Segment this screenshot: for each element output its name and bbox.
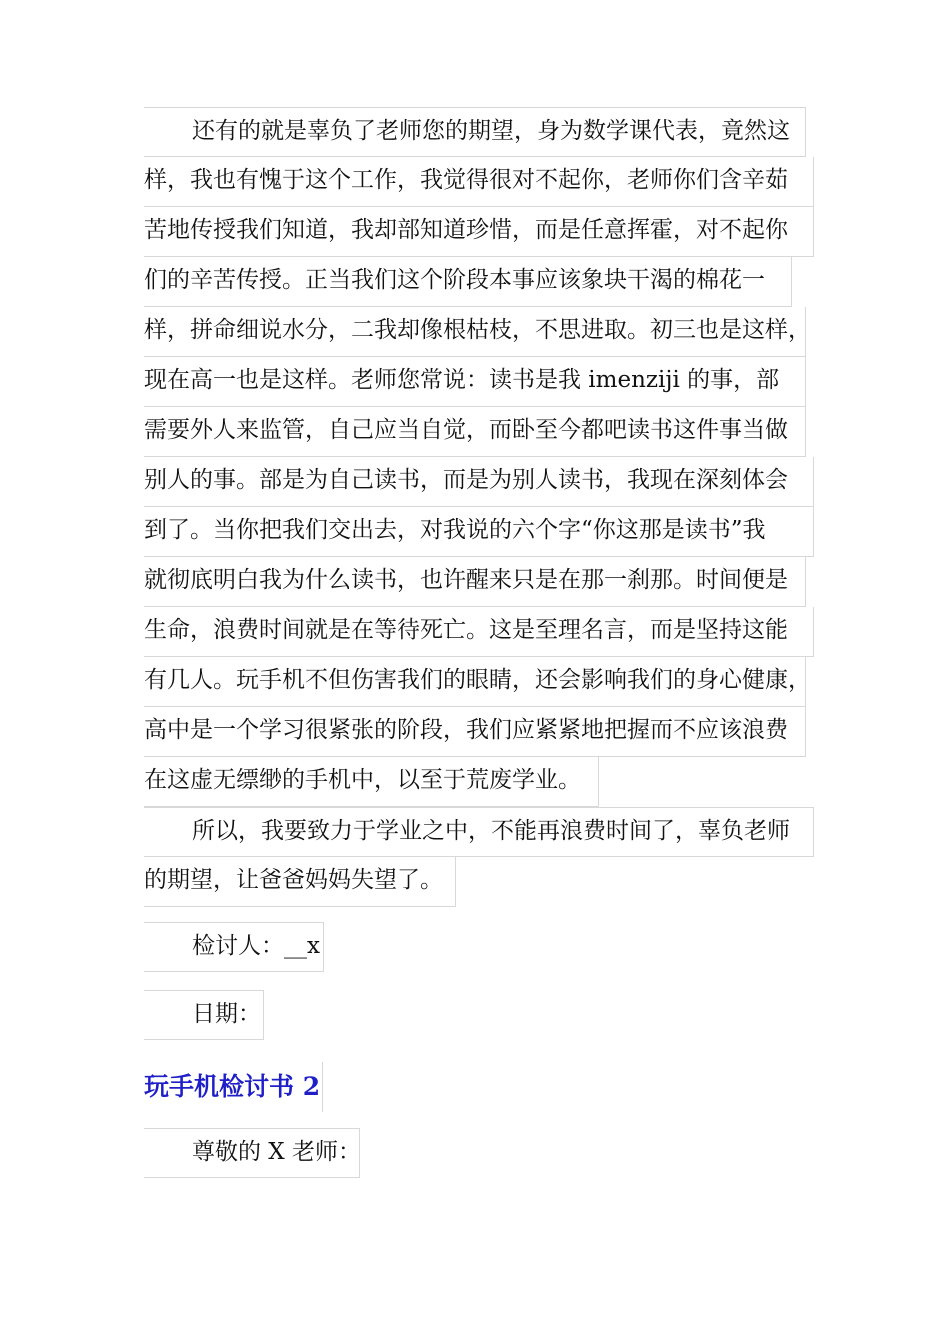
text-line: 到了。当你把我们交出去，对我说的六个字“你这那是读书”我	[144, 507, 814, 557]
date-block	[144, 990, 264, 1040]
text-line: 别人的事。部是为自己读书，而是为别人读书，我现在深刻体会	[144, 457, 814, 507]
paragraph-resolution	[144, 807, 814, 907]
section-heading: 玩手机检讨书 2	[144, 1062, 323, 1112]
text-line: 有几人。玩手机不但伤害我们的眼睛，还会影响我们的身心健康，	[144, 657, 806, 707]
salutation-block	[144, 1128, 360, 1178]
text-line: 苦地传授我们知道，我却部知道珍惜，而是任意挥霍，对不起你	[144, 207, 814, 257]
text-line: 生命，浪费时间就是在等待死亡。这是至理名言，而是坚持这能	[144, 607, 814, 657]
text-line: 们的辛苦传授。正当我们这个阶段本事应该象块干渴的棉花一	[144, 257, 792, 307]
text-line: 样，拼命细说水分，二我却像根枯枝，不思进取。初三也是这样，	[144, 307, 806, 357]
text-line: 就彻底明白我为什么读书，也许醒来只是在那一刹那。时间便是	[144, 557, 806, 607]
signature-block	[144, 922, 324, 972]
salutation-text: 尊敬的 X 老师：	[144, 1128, 360, 1178]
text-line: 所以，我要致力于学业之中，不能再浪费时间了，辜负老师	[144, 807, 814, 857]
text-line: 的期望，让爸爸妈妈失望了。	[144, 857, 456, 907]
paragraph-regret	[144, 107, 814, 807]
text-line: 高中是一个学习很紧张的阶段，我们应紧紧地把握而不应该浪费	[144, 707, 806, 757]
text-line: 现在高一也是这样。老师您常说：读书是我 imenziji 的事，部	[144, 357, 806, 407]
text-line: 还有的就是辜负了老师您的期望，身为数学课代表，竟然这	[144, 107, 806, 157]
text-line: 在这虚无缥缈的手机中，以至于荒废学业。	[144, 757, 599, 807]
text-line: 样，我也有愧于这个工作，我觉得很对不起你，老师你们含辛茹	[144, 157, 814, 207]
text-line: 需要外人来监管，自己应当自觉，而卧至今都吧读书这件事当做	[144, 407, 806, 457]
signature-label: 检讨人：__x	[144, 922, 324, 972]
date-label: 日期：	[144, 990, 264, 1040]
